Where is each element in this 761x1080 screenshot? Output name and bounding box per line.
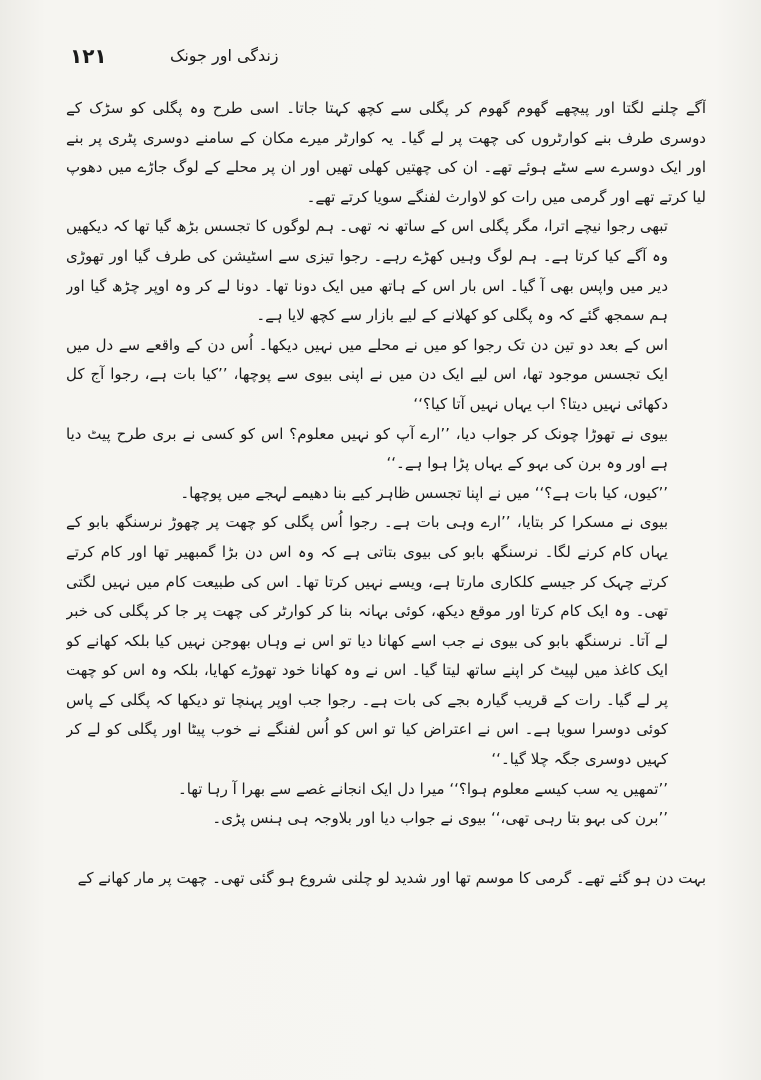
paragraph-2: تبھی رجوا نیچے اترا، مگر پگلی اس کے ساتھ نہ تھی۔ ہم لوگوں کا تجسس بڑھ گیا تھا کہ دیکھیں وہ آگے کیا کرتا ہے۔ ہم لوگ وہیں کھڑے رہے۔ رجوا تیزی سے اسٹیشن کی طرف گیا اور تھوڑی دیر میں واپس بھی آ گیا۔ اس بار اس کے ہاتھ میں ایک دونا تھا۔ دونا لے کر وہ اوپر چڑھ گیا اور ہم سمجھ گئے کہ وہ پگلی کو کھلانے کے لیے بازار سے کچھ لایا ہے۔ <box>66 217 668 325</box>
paragraph-8: ’’برن کی بہو بتا رہی تھی،‘‘ بیوی نے جواب دیا اور بلاوجہ ہی ہنس پڑی۔ <box>212 809 668 828</box>
paragraph-4: بیوی نے تھوڑا چونک کر جواب دیا، ’’ارے آپ کو نہیں معلوم؟ اس کو کسی نے بری طرح پیٹ دیا ہے اور وہ برن کی بہو کے یہاں پڑا ہوا ہے۔‘‘ <box>66 424 668 473</box>
running-head: زندگی اور جونک <box>170 46 279 65</box>
paragraph-6: بیوی نے مسکرا کر بتایا، ’’ارے وہی بات ہے۔ رجوا اُس پگلی کو چھت پر چھوڑ نرسنگھ بابو کے یہاں کام کرنے لگا۔ نرسنگھ بابو کی بیوی بتاتی ہے کہ وہ اس دن بڑا گمبھیر تھا اور کام کرتے کرتے چہک کر جیسے کلکاری مارتا ہے، ویسے نہیں کرتا تھا۔ اس کی طبیعت کام میں نہیں لگتی تھی۔ وہ ایک کام کرتا اور موقع دیکھ، کوئی بہانہ بنا کر کوارٹر کی چھت پر جا کر پگلی کی خبر لے آتا۔ نرسنگھ بابو کی بیوی نے جب اسے کھانا دیا تو اس نے وہاں بھوجن نہیں کیا بلکہ کھانے کو ایک کاغذ میں لپیٹ کر اپنے ساتھ لیتا گیا۔ اس نے وہ کھانا خود تھوڑے کھایا، بلکہ وہ اس کو چھت پر لے گیا۔ رات کے قریب گیارہ بجے کی بات ہے۔ رجوا جب اوپر پہنچا تو دیکھا کہ پگلی کے پاس کوئی دوسرا سویا ہے۔ اس نے اعتراض کیا تو اس کو اُس لفنگے نے خوب پیٹا اور پگلی کو لے کر کہیں دوسری جگہ چلا گیا۔‘‘ <box>66 513 668 769</box>
page-number: ۱۲۱ <box>70 44 107 68</box>
body-text <box>66 94 706 1054</box>
page-header <box>70 44 681 84</box>
paragraph-7: ’’تمھیں یہ سب کیسے معلوم ہوا؟‘‘ میرا دل ایک انجانے غصے سے بھرا آ رہا تھا۔ <box>178 779 668 798</box>
paragraph-3: اس کے بعد دو تین دن تک رجوا کو میں نے محلے میں نہیں دیکھا۔ اُس دن کے واقعے سے دل میں ایک تجسس موجود تھا، اس لیے ایک دن میں نے اپنی بیوی سے پوچھا، ’’کیا بات ہے، رجوا آج کل دکھائی نہیں دیتا؟ اب یہاں نہیں آتا کیا؟‘‘ <box>66 335 668 413</box>
paragraph-5: ’’کیوں، کیا بات ہے؟‘‘ میں نے اپنا تجسس ظاہر کیے بنا دھیمے لہجے میں پوچھا۔ <box>180 483 668 502</box>
paragraph-9: بہت دن ہو گئے تھے۔ گرمی کا موسم تھا اور شدید لو چلنی شروع ہو گئی تھی۔ چھت پر مار کھانے کے <box>77 868 706 887</box>
paragraph-1: آگے چلنے لگتا اور پیچھے گھوم گھوم کر پگلی سے کچھ کہتا جاتا۔ اسی طرح وہ پگلی کو سڑک کے دوسری طرف بنے کوارٹروں کی چھت پر لے گیا۔ یہ کوارٹر میرے مکان کے سامنے دوسری پٹری پر بنے اور ایک دوسرے سے سٹے ہوئے تھے۔ ان کی چھتیں کھلی تھیں اور ان پر محلے کے لوگ جاڑے میں دھوپ لیا کرتے تھے اور گرمی میں رات کو لاوارث لفنگے سویا کرتے تھے۔ <box>66 99 706 206</box>
